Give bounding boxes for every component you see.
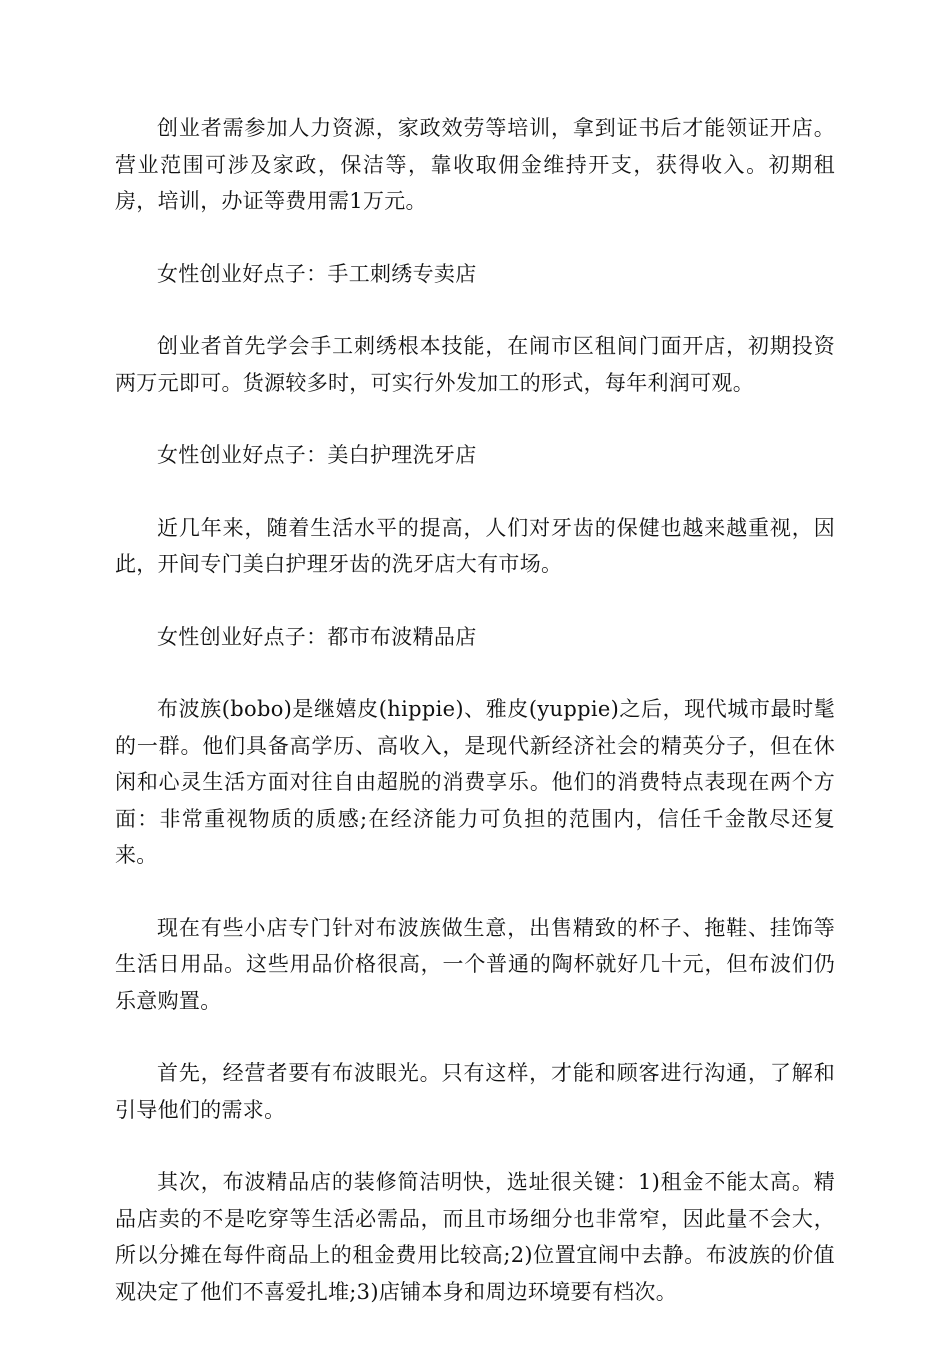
paragraph-bobo-definition: 布波族(bobo)是继嬉皮(hippie)、雅皮(yuppie)之后，现代城市最时髦的一群。他们具备高学历、高收入，是现代新经济社会的精英分子，但在休闲和心灵生活方面对往自由超脱的消费享乐。他们的消费特点表现在两个方面：非常重视物质的质感;在经济能力可负担的范围内，信任千金散尽还复来。 xyxy=(115,697,835,867)
paragraph-second: 其次，布波精品店的装修简洁明快，选址很关键：1)租金不能太高。精品店卖的不是吃穿等生活必需品，而且市场细分也非常窄，因此量不会大，所以分摊在每件商品上的租金费用比较高;2)位置宜闹中去静。布波族的价值观决定了他们不喜爱扎堆;3)店铺本身和周边环境要有档次。 xyxy=(115,1170,835,1304)
document-page xyxy=(115,110,835,1346)
section-heading-teeth: 女性创业好点子：美白护理洗牙店 xyxy=(157,443,477,467)
paragraph-teeth: 近几年来，随着生活水平的提高，人们对牙齿的保健也越来越重视，因此，开间专门美白护理牙齿的洗牙店大有市场。 xyxy=(115,515,835,576)
paragraph-intro: 创业者需参加人力资源，家政效劳等培训，拿到证书后才能领证开店。营业范围可涉及家政，保洁等，靠收取佣金维持开支，获得收入。初期租房，培训，办证等费用需1万元。 xyxy=(115,116,835,213)
paragraph-bobo-shops: 现在有些小店专门针对布波族做生意，出售精致的杯子、拖鞋、挂饰等生活日用品。这些用品价格很高，一个普通的陶杯就好几十元，但布波们仍乐意购置。 xyxy=(115,915,835,1013)
paragraph-embroidery: 创业者首先学会手工刺绣根本技能，在闹市区租间门面开店，初期投资两万元即可。货源较多时，可实行外发加工的形式，每年利润可观。 xyxy=(115,334,835,395)
section-heading-bobo: 女性创业好点子：都市布波精品店 xyxy=(157,624,477,649)
section-heading-embroidery: 女性创业好点子：手工刺绣专卖店 xyxy=(157,261,477,286)
paragraph-first: 首先，经营者要有布波眼光。只有这样，才能和顾客进行沟通，了解和引导他们的需求。 xyxy=(115,1061,835,1122)
